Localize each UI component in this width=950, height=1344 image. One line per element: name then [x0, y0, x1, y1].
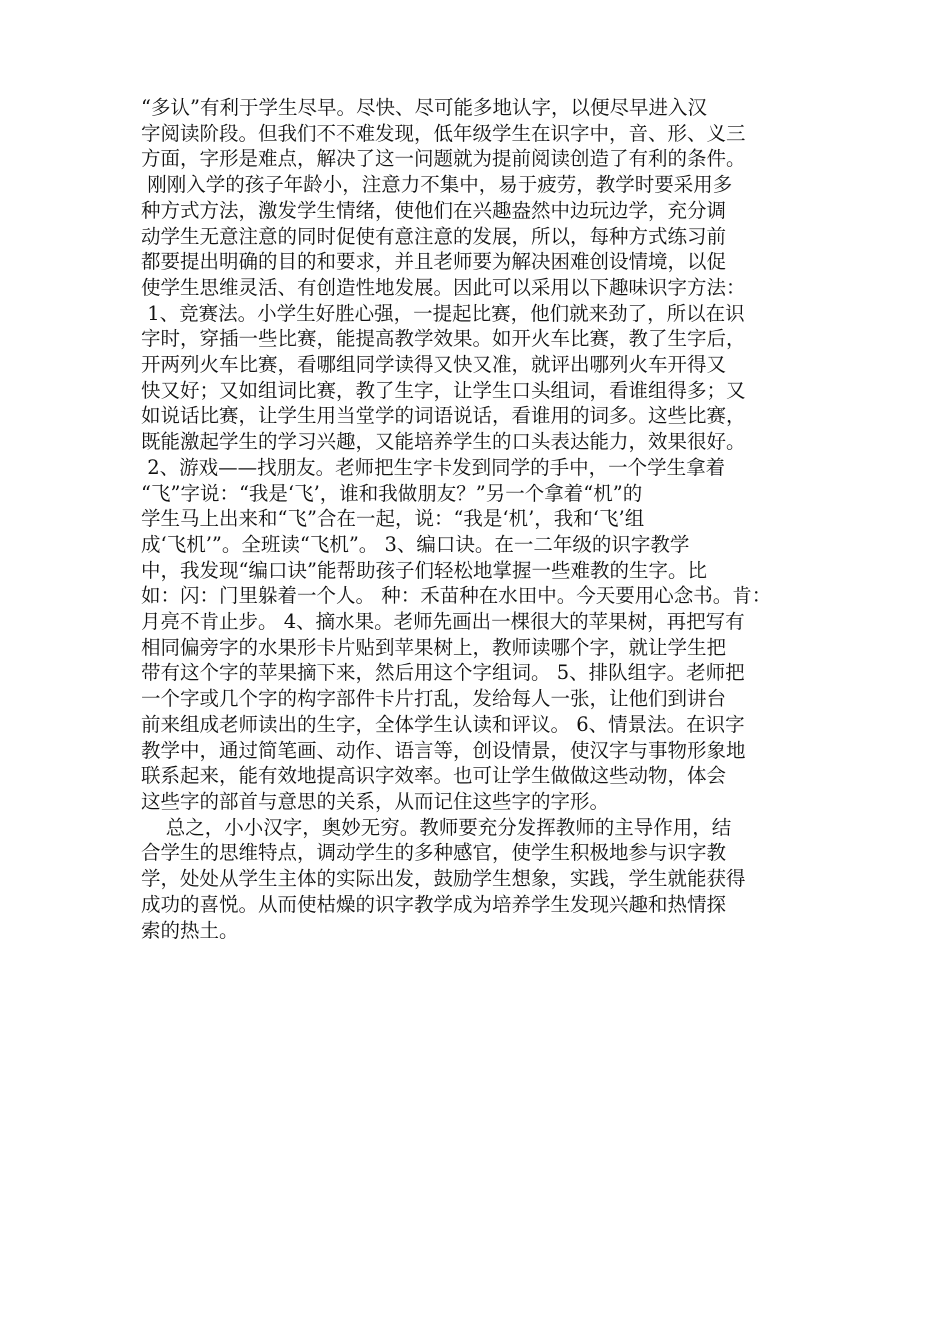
text-line: 学生马上出来和“飞”合在一起，说：“我是‘机’，我和‘飞’组: [141, 507, 645, 531]
text-line: 开两列火车比赛，看哪组同学读得又快又准，就评出哪列火车开得又: [141, 353, 727, 377]
text-line: “多认”有利于学生尽早。尽快、尽可能多地认字，以便尽早进入汉: [141, 96, 707, 119]
text-line: 字阅读阶段。但我们不不难发现，低年级学生在识字中，音、形、义三: [141, 121, 746, 145]
text-line: 教学中，通过简笔画、动作、语言等，创设情景，使汉字与事物形象地: [141, 738, 746, 762]
text-line: 学，处处从学生主体的实际出发，鼓励学生想象，实践，学生就能获得: [141, 867, 746, 891]
text-line: 快又好；又如组词比赛，教了生字，让学生口头组词，看谁组得多；又: [141, 378, 746, 402]
text-line: 方面，字形是难点，解决了这一问题就为提前阅读创造了有利的条件。: [141, 147, 746, 171]
text-line: 刚刚入学的孩子年龄小，注意力不集中，易于疲劳，教学时要采用多: [141, 173, 733, 197]
text-line: 月亮不肯止步。 4、摘水果。老师先画出一棵很大的苹果树，再把写有: [141, 610, 745, 634]
text-line: 合学生的思维特点，调动学生的多种感官，使学生积极地参与识字教: [141, 841, 727, 865]
text-line: 联系起来，能有效地提高识字效率。也可让学生做做这些动物，体会: [141, 764, 727, 788]
text-line: 一个字或几个字的构字部件卡片打乱，发给每人一张，让他们到讲台: [141, 687, 727, 711]
text-line: 中，我发现“编口诀”能帮助孩子们轻松地掌握一些难教的生字。比: [141, 558, 707, 582]
text-line: 既能激起学生的学习兴趣，又能培养学生的口头表达能力，效果很好。: [141, 430, 746, 454]
text-line: 种方式方法，激发学生情绪，使他们在兴趣盎然中边玩边学，充分调: [141, 198, 727, 222]
text-line: 字时，穿插一些比赛，能提高教学效果。如开火车比赛，教了生字后，: [141, 327, 746, 351]
text-line: 总之，小小汉字，奥妙无穷。教师要充分发挥教师的主导作用，结: [141, 815, 732, 839]
body-text: [141, 95, 823, 943]
text-line: 动学生无意注意的同时促使有意注意的发展，所以，每种方式练习前: [141, 224, 727, 248]
text-line: 使学生思维灵活、有创造性地发展。因此可以采用以下趣味识字方法：: [141, 275, 746, 299]
text-line: 如说话比赛，让学生用当堂学的词语说话，看谁用的词多。这些比赛，: [141, 404, 746, 428]
text-line: 这些字的部首与意思的关系，从而记住这些字的字形。: [141, 789, 610, 813]
text-line: 如：闪：门里躲着一个人。 种：禾苗种在水田中。今天要用心念书。肯：: [141, 584, 772, 608]
text-line: 成功的喜悦。从而使枯燥的识字教学成为培养学生发现兴趣和热情探: [141, 892, 727, 916]
text-line: 2、游戏——找朋友。老师把生字卡发到同学的手中，一个学生拿着: [141, 455, 726, 479]
text-line: 带有这个字的苹果摘下来，然后用这个字组词。 5、排队组字。老师把: [141, 661, 745, 685]
text-line: 相同偏旁字的水果形卡片贴到苹果树上，教师读哪个字，就让学生把: [141, 635, 727, 659]
text-line: 1、竞赛法。小学生好胜心强，一提起比赛，他们就来劲了，所以在识: [141, 301, 745, 325]
text-line: 索的热土。: [141, 918, 239, 942]
text-line: 都要提出明确的目的和要求，并且老师要为解决困难创设情境，以促: [141, 250, 727, 274]
text-line: “飞”字说：“我是‘飞’，谁和我做朋友？”另一个拿着“机”的: [141, 481, 643, 505]
text-line: 前来组成老师读出的生字，全体学生认读和评议。 6、情景法。在识字: [141, 712, 745, 736]
text-line: 成‘飞机’”。全班读“飞机”。 3、编口诀。在一二年级的识字教学: [141, 532, 690, 556]
